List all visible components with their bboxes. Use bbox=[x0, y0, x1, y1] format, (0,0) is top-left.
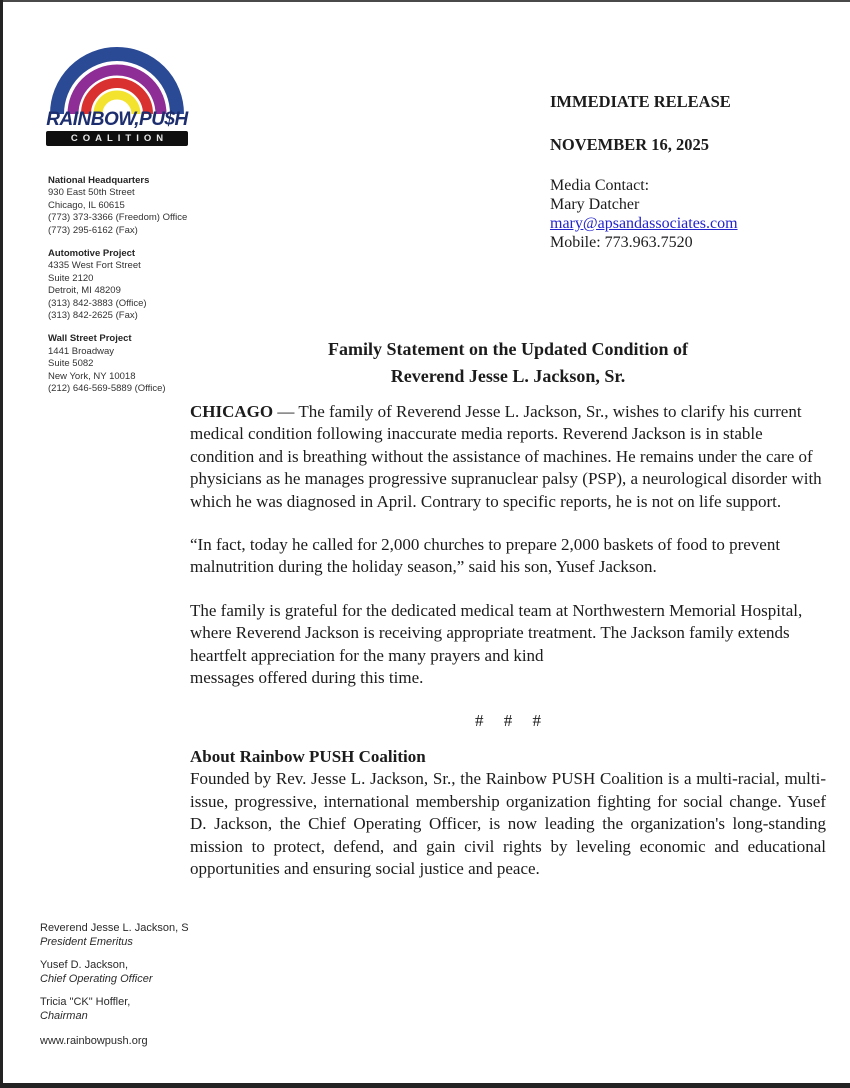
media-contact-name: Mary Datcher bbox=[550, 196, 640, 213]
paragraph-quote: “In fact, today he called for 2,000 churches to prepare 2,000 baskets of food to prevent malnutrition during the holiday season,” said his son, Yusef Jackson. bbox=[190, 535, 781, 577]
scan-edge-left bbox=[0, 0, 3, 1088]
office-line: Suite 5082 bbox=[48, 358, 94, 370]
release-header bbox=[550, 92, 820, 252]
dateline: CHICAGO bbox=[190, 402, 274, 421]
office-line: 4335 West Fort Street bbox=[48, 260, 141, 272]
rainbow-arcs-icon bbox=[47, 36, 187, 114]
office-line: (773) 373-3366 (Freedom) Office bbox=[48, 212, 188, 224]
media-contact-email-link[interactable]: mary@apsandassociates.com bbox=[550, 215, 738, 232]
statement-title-line2: Reverend Jesse L. Jackson, Sr. bbox=[390, 366, 626, 386]
about-heading: About Rainbow PUSH Coalition bbox=[190, 746, 426, 766]
logo-wordmark: RAINBOW,PU$H bbox=[46, 109, 188, 130]
immediate-release-label: IMMEDIATE RELEASE bbox=[550, 92, 731, 111]
office-line: (773) 295-6162 (Fax) bbox=[48, 224, 138, 236]
media-contact-mobile: Mobile: 773.963.7520 bbox=[550, 234, 693, 251]
office-line: Suite 2120 bbox=[48, 272, 94, 284]
officer-president-emeritus bbox=[40, 922, 270, 949]
officer-title: Chief Operating Officer bbox=[40, 972, 153, 985]
press-release-end-mark: # # # bbox=[475, 711, 541, 731]
paragraph-gratitude bbox=[190, 600, 826, 690]
office-line: (212) 646-569-5889 (Office) bbox=[48, 383, 166, 395]
statement-body bbox=[190, 336, 826, 901]
paragraph-condition bbox=[190, 401, 826, 513]
officer-title: President Emeritus bbox=[40, 935, 133, 948]
office-automotive-project bbox=[48, 248, 233, 322]
scan-edge-top bbox=[0, 0, 850, 2]
officer-name: Yusef D. Jackson, bbox=[40, 959, 129, 971]
office-line: 930 East 50th Street bbox=[48, 187, 135, 199]
officer-chairman bbox=[40, 996, 270, 1023]
office-title: Automotive Project bbox=[48, 248, 136, 260]
paragraph-condition-text: — The family of Reverend Jesse L. Jackson, Sr., wishes to clarify his current medical condition following inaccurate media reports. Reverend Jackson is in stable condition and is breathing without the assistance of machines. He remains under the care of physicians as he manages progressive supranuclear palsy (PSP), a neurological disorder with which he was diagnosed in April. Contrary to specific reports, he is not on life support. bbox=[190, 402, 822, 511]
officer-name: Tricia "CK" Hoffler, bbox=[40, 996, 131, 1008]
officer-title: Chairman bbox=[40, 1009, 88, 1022]
media-contact-label: Media Contact: bbox=[550, 177, 650, 194]
office-title: National Headquarters bbox=[48, 175, 150, 186]
office-title: Wall Street Project bbox=[48, 333, 132, 345]
statement-title-line1: Family Statement on the Updated Condition of bbox=[327, 339, 688, 359]
logo-banner: COALITION bbox=[46, 131, 188, 146]
website-url: www.rainbowpush.org bbox=[40, 1035, 148, 1047]
office-line: (313) 842-2625 (Fax) bbox=[48, 310, 138, 322]
scan-edge-bottom bbox=[0, 1083, 850, 1088]
office-line: Detroit, MI 48209 bbox=[48, 285, 121, 297]
office-line: 1441 Broadway bbox=[48, 345, 115, 357]
statement-title bbox=[190, 336, 826, 390]
about-text: Founded by Rev. Jesse L. Jackson, Sr., the Rainbow PUSH Coalition is a multi-racial, multi-issue, progressive, international membership organization fighting for social change. Yusef D. Jackson, the Chief Operating Officer, is now leading the organization's long-standing mission to protect, defend, and gain civil rights by leveling economic and educational opportunities and ensuring social justice and peace. bbox=[190, 769, 826, 878]
paragraph-gratitude-closing: messages offered during this time. bbox=[190, 668, 424, 688]
media-contact-block bbox=[550, 176, 820, 252]
rainbow-push-logo bbox=[46, 36, 188, 146]
paragraph-gratitude-text: The family is grateful for the dedicated medical team at Northwestern Memorial Hospital, where Reverend Jackson is receiving appropriate treatment. The Jackson family extends heartfelt appreciation for the many prayers and kind bbox=[190, 600, 803, 665]
office-national-headquarters bbox=[48, 175, 233, 237]
officers-list bbox=[40, 922, 270, 1049]
office-line: Chicago, IL 60615 bbox=[48, 199, 125, 211]
officer-name: Reverend Jesse L. Jackson, S bbox=[40, 922, 189, 934]
office-line: New York, NY 10018 bbox=[48, 370, 136, 382]
release-date: NOVEMBER 16, 2025 bbox=[550, 135, 710, 154]
office-line: (313) 842-3883 (Office) bbox=[48, 297, 147, 309]
officer-chief-operating-officer bbox=[40, 959, 270, 986]
